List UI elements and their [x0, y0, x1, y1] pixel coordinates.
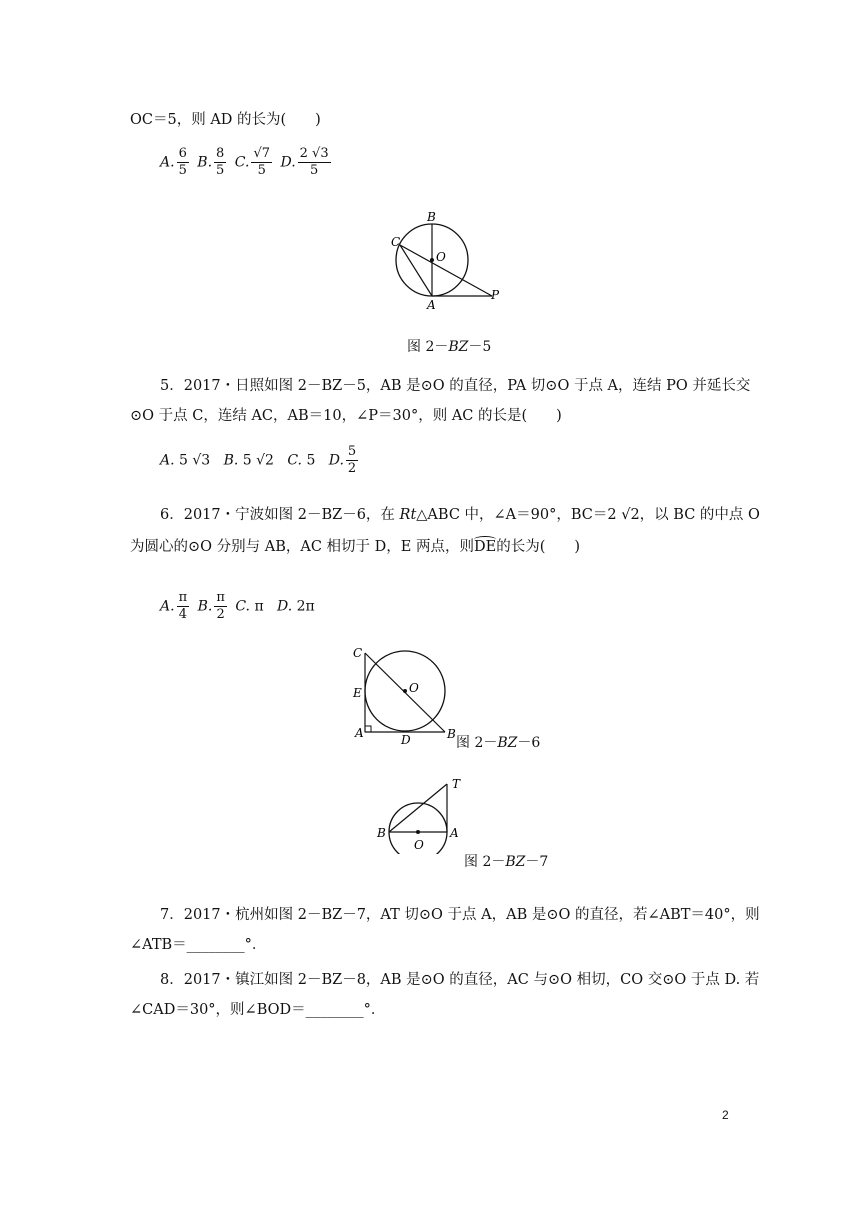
q6-opt-d-label: D. [277, 598, 293, 615]
fig6-label-c: C [353, 646, 363, 660]
q4-opt-b-label: B. [197, 154, 213, 171]
q5-opt-b-label: B. [223, 452, 239, 469]
q4-opt-d-num: 2 √3 [299, 146, 329, 161]
fig7-caption-it: BZ [505, 854, 526, 870]
fig5-caption [407, 336, 491, 356]
fig7-center-dot [416, 830, 420, 834]
fig6-label-b: B [447, 727, 456, 741]
q8-line2: ∠CAD＝30°，则∠BOD＝________°． [130, 1002, 386, 1018]
q6-opt-a-num: π [178, 590, 188, 605]
fig7-label-a: A [450, 826, 459, 840]
q6-opt-b-den: 2 [216, 607, 225, 622]
figure-bz-5 [380, 205, 510, 315]
fig5-caption-it: BZ [448, 339, 469, 355]
q6-opt-a-label: A. [160, 598, 175, 615]
q5-line1: 5．2017・日照如图 2－BZ－5，AB 是⊙O 的直径，PA 切⊙O 于点 A，连结 PO 并延长交 [160, 378, 751, 394]
q6-line1-b: △ABC 中，∠A＝90°，BC＝2 √2，以 BC 的中点 O [416, 507, 760, 523]
q6-opt-b-frac [214, 590, 227, 623]
fig5-caption-pre: 图 2－ [407, 339, 449, 355]
q4-opt-a-den: 5 [178, 163, 187, 178]
fig5-line-cp [400, 245, 492, 296]
fig5-label-b: B [427, 210, 436, 224]
fig5-caption-post: －5 [468, 339, 492, 355]
fig7-caption [464, 851, 548, 871]
q8-line1: 8．2017・镇江如图 2－BZ－8，AB 是⊙O 的直径，AC 与⊙O 相切，CO 交⊙O 于点 D. 若 [160, 972, 760, 988]
q4-opt-d-den: 5 [310, 163, 319, 178]
q4-opt-b-num: 8 [216, 146, 225, 161]
q5-opt-a-label: A. [160, 452, 175, 469]
fig6-label-o: O [409, 681, 419, 695]
q6-opt-a-frac [177, 590, 190, 623]
q5-opt-c-val: 5 [306, 452, 316, 469]
fig7-label-t: T [452, 777, 461, 791]
fig6-label-d: D [401, 733, 411, 745]
q5-opt-a-val: 5 √3 [179, 452, 211, 469]
q6-line2-a: 为圆心的⊙O 分别与 AB，AC 相切于 D，E 两点，则 [130, 539, 474, 555]
fig6-caption [456, 732, 540, 752]
fig5-center-dot [430, 258, 434, 262]
q4-opt-a-frac [177, 146, 189, 179]
q6-line1 [160, 503, 760, 524]
figure-bz-6 [345, 645, 465, 745]
q6-opt-c-val: π [254, 598, 264, 615]
q5-opt-d-label: D. [328, 452, 344, 469]
fig5-label-p: P [491, 288, 500, 302]
fig6-caption-pre: 图 2－ [456, 735, 498, 751]
q6-opt-a-den: 4 [178, 607, 187, 622]
q6-line2 [130, 535, 580, 556]
q6-opt-c-label: C. [235, 598, 250, 615]
fig5-label-o: O [436, 250, 446, 264]
fig7-line-bt [389, 784, 447, 832]
q4-opt-d-frac [298, 146, 331, 179]
q4-stem-tail: OC＝5，则 AD 的长为( ) [130, 112, 321, 128]
q6-opt-b-label: B. [197, 598, 213, 615]
fig5-chord-ac [400, 245, 432, 296]
fig7-caption-pre: 图 2－ [464, 854, 506, 870]
q5-opt-b-val: 5 √2 [242, 452, 274, 469]
q5-opt-d-den: 2 [347, 461, 357, 476]
q4-opt-c-label: C. [234, 154, 250, 171]
q5-line2: ⊙O 于点 C，连结 AC，AB＝10，∠P＝30°，则 AC 的长是( ) [130, 408, 562, 424]
q6-opt-b-num: π [216, 590, 225, 605]
fig6-label-a: A [355, 726, 364, 740]
fig7-label-b: B [377, 826, 386, 840]
figure-bz-7 [372, 774, 472, 854]
fig5-label-c: C [391, 235, 401, 249]
q6-options [160, 590, 315, 623]
q4-opt-c-num: √7 [253, 146, 271, 161]
fig6-right-angle [365, 726, 371, 732]
q6-line1-rt: Rt [399, 507, 417, 523]
fig6-caption-it: BZ [497, 735, 518, 751]
fig6-label-e: E [353, 686, 362, 700]
q6-line1-a: 6．2017・宁波如图 2－BZ－6，在 [160, 507, 400, 523]
q6-arc-de: DE [473, 539, 497, 555]
q7-line2: ∠ATB＝________°． [130, 937, 267, 953]
q4-opt-b-frac [214, 146, 226, 179]
fig7-caption-post: －7 [525, 854, 549, 870]
q7-line1: 7．2017・杭州如图 2－BZ－7，AT 切⊙O 于点 A，AB 是⊙O 的直径，若∠ABT＝40°，则 [160, 907, 760, 923]
fig7-label-o: O [414, 838, 424, 852]
q4-opt-a-num: 6 [178, 146, 187, 161]
q4-opt-c-den: 5 [257, 163, 266, 178]
q4-opt-c-frac [251, 146, 272, 179]
fig6-center-dot [403, 689, 407, 693]
q4-opt-d-label: D. [280, 154, 296, 171]
q5-options [160, 444, 362, 477]
q4-opt-b-den: 5 [216, 163, 225, 178]
q4-opt-a-label: A. [160, 154, 175, 171]
q6-opt-d-val: 2π [296, 598, 315, 615]
q4-options [160, 146, 335, 179]
q6-line2-b: 的长为( ) [496, 539, 581, 555]
fig5-label-a: A [427, 298, 436, 312]
fig6-caption-post: －6 [517, 735, 541, 751]
q5-opt-d-num: 5 [347, 444, 357, 459]
page-number: 2 [722, 1108, 729, 1122]
q5-opt-c-label: C. [287, 452, 302, 469]
q5-opt-d-frac [346, 444, 358, 477]
